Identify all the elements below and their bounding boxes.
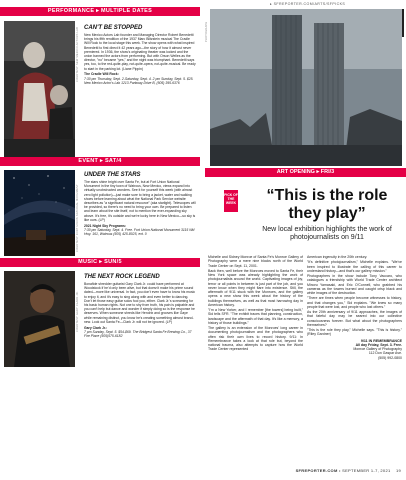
story2-photo — [4, 170, 75, 256]
story1-headline: CAN'T BE STOPPED — [84, 25, 143, 31]
story1-info: 7:30 pm Thursday, Sept. 2-Saturday, Sept. 4. 2 pm Sunday, Sept. 5. $25. New Mexico Actor's Lab 1213 Parkway Drive B, (505) 395-6376 — [84, 76, 194, 85]
arrow-right-icon: ▸ — [96, 8, 102, 14]
paragraph: Back then, well before the Monroes moved to Santa Fe, their New York space was already highlighting the work of photojournalists around the world. Captivating images of joy, terror or all points in between is just part of the job, and you never know when they might flare into existence. Still, the aftermath of 9/11 stuck with the Monroes, and the gallery opens a new show this week about the history of the buildings themselves, as well as that most harrowing day in American history. — [208, 268, 303, 307]
story2-body: The stars shine bright over Santa Fe, but at Fort Union National Monument in the tiny town of Watrous, New Mexico, views expand into virtually unobstructed wonders. See it for yourself this week (with almost zero light pollution)—just make sure to bring a jacket, water and walking shoes before learning about what the National Park Service website describes as "a significant natural resource" (aka starlight). Telescopes will be provided, so there's no need to bring your own. Be prepared to listen and learn about the site itself, not to mention the ever-expanding sky above. It's free, it's outside and we're lucky here in New Mexico—so sky is like ours. (LP) — [84, 180, 196, 222]
left-column — [0, 0, 200, 480]
site-url: ▸ SFREPORTER.COM/ARTS/SFPICKS — [270, 2, 346, 6]
art-title: “This is the role they play” — [266, 187, 388, 222]
arrow-right-icon: ▸ — [270, 2, 274, 6]
paragraph: "It's definitive photojournalism," Michelle explains. "We've been inspired to illustrate the calling of this career to understand history—and that's our gallery mission." — [307, 260, 402, 273]
art-column-1 — [208, 255, 303, 353]
art-subtitle: New local exhibition highlights the work of photojournalists on 9/11 — [262, 226, 392, 241]
story2-info-title: 2021 Night Sky Programs: — [84, 223, 127, 228]
story3 — [84, 274, 196, 338]
story1-photo — [4, 21, 75, 157]
art-credit: PHOTOGRAPH — [205, 21, 208, 42]
section-bar-music — [0, 258, 200, 267]
event-info — [307, 339, 402, 360]
section-date: SUN/5 — [104, 259, 122, 265]
story3-body: Bonafide shredder guitarist Gary Clark Jr. could have performed at Woodstock if he'd only been alive, but that doesn't make his prime sound dated—more like universal. In fact, you don't even have to know his music to enjoy it, and it's easy to sing along with and even better to dancing. Don't let those easy guitar solos fool you, either. Clark Jr.'s screaming for his basic human rights. Not one to shy from truth, his pain is palpable and you can't help but dance and wonder if simply doing so is the response he deserves. When someone shreds like Hendrix and grooves like Gaye while remaining distinct, you know he's creating something almost brand-new. Look out Santa Fe—Clark Jr. will not be ignored. (LP) — [84, 282, 196, 324]
story3-photo — [4, 271, 75, 367]
section-date: MULTIPLE DATES — [101, 8, 153, 14]
story1-info-title: The Cradle Will Rock: — [84, 72, 119, 77]
event-line: Monroe Gallery of Photography — [353, 347, 402, 351]
art-column-2 — [307, 255, 402, 360]
story2 — [84, 172, 196, 236]
section-bar-event — [0, 157, 200, 166]
story3-headline: THE NEXT ROCK LEGEND — [84, 274, 160, 280]
section-date: SAT/4 — [104, 158, 122, 164]
story2-info: 7:30 pm Saturday, Sept. 4. Free. Fort Union National Monument 3115 NM Hwy. 161, Watrous (505) 425-8025, ext. 0 — [84, 227, 195, 236]
paragraph: "There are times when people become witnesses to history, and that changes you," Sid explains. "We knew so many people that were lost, and people who lost others." — [307, 296, 402, 309]
section-label: ART OPENING — [276, 169, 315, 175]
paragraph: "I'm a New Yorker, and I remember [the towers] being built," Sid tells SFR. "The exhibit traces that planning, construction, landscape and the aftermath of that day. It's like a memory, a history of those buildings." — [208, 308, 303, 325]
arrow-right-icon: ▸ — [316, 169, 321, 175]
paragraph: As the 20th anniversary of 9/11 approaches, the images of that fateful day may be seared into our collective consciousness forever. But what about the photographers themselves? — [307, 310, 402, 327]
footer-site: SFREPORTER.COM — [295, 468, 338, 473]
art-photo — [210, 9, 402, 166]
story3-info: 7 pm Sunday, Sept. 5. $54-$69. The Bridgest Santa Fe Brewing Co., 37 Fire Place (505)575-6182 — [84, 329, 192, 338]
story1-credit: COURTESY NEW MEXICO ACTORS LAB — [76, 26, 79, 82]
event-line: (505) 992-0800 — [378, 355, 402, 360]
section-label: PERFORMANCE — [47, 8, 95, 14]
page-footer — [205, 468, 401, 473]
paragraph: The gallery is an extension of the Monroes' long career in documenting photojournalism and the photographers who often risk their own lives to record history. 9/11: In Remembrance takes a look at that role but, beyond the national trauma, also attempts to capture how the World Trade Center represented — [208, 326, 303, 352]
arrow-right-icon: ▸ — [99, 259, 105, 265]
bullet-icon: • — [339, 468, 343, 473]
footer-page: 19 — [395, 468, 401, 473]
paragraph: Photographers in the show include Tony Vaccaro, who catalogues a friendship with World Trade Center architect Minoru Yamasaki, and Eric O'Connell, who grabbed his cameras as the towers burned and caught crisp black and white images of the destruction. — [307, 274, 402, 295]
story1-body: New Mexico Actors Lab founder and Managing Director Robert Benedetti brings his fifth rendition of the 1937 Marc Blitzstein musical The Cradle Will Rock to the local stage this week. The show opens with what inspired Benedetti to first direct it 42 years ago—the story of how it almost never premiered. In 1936, the show's originating theater was locked and the union banned the actors from performing. But with Orson Welles as the director, "no" became "yes," and the night was triumphant. Benedetti says yes, too, to the red-quite-play, not-quite-opera, not-quite-musical. Be ready to start in the parking lot. (Liane Pippin) — [84, 33, 196, 71]
pick-of-the-week-tag: PICK OF THE WEEK — [224, 190, 238, 212]
story2-credit: COURTESY FORT UNION NATIONAL MONUMENT — [76, 184, 79, 252]
story2-headline: UNDER THE STARS — [84, 172, 141, 178]
arrow-right-icon: ▸ — [100, 158, 105, 164]
story1 — [84, 25, 196, 85]
event-line: 112 Don Gaspar Ave. — [368, 351, 402, 356]
story3-credit: COURTESY GARY CLARK JR. — [76, 291, 79, 332]
paragraph: Michelle and Sidney Monroe of Santa Fe's Monroe Gallery of Photography were a mere nine blocks north of the World Trade Center on Sept. 11, 2001. — [208, 255, 303, 268]
section-bar-performance — [0, 7, 200, 16]
footer-date: SEPTEMBER 1-7, 2021 — [342, 468, 391, 473]
event-title: 9/11 IN REMEMBRANCE — [360, 338, 402, 343]
story3-info-title: Gary Clark Jr.: — [84, 325, 108, 330]
section-date: FRI/3 — [320, 169, 335, 175]
paragraph: American ingenuity in the 20th century. — [307, 255, 368, 259]
section-label: EVENT — [78, 158, 99, 164]
event-line: All day Friday, Sept. 3. Free. — [355, 342, 402, 347]
paragraph: "This is the role they play," Michelle says. "This is history." (Riley Gardner) — [307, 328, 402, 337]
section-bar-art-opening — [205, 168, 406, 177]
section-label: MUSIC — [78, 259, 98, 265]
